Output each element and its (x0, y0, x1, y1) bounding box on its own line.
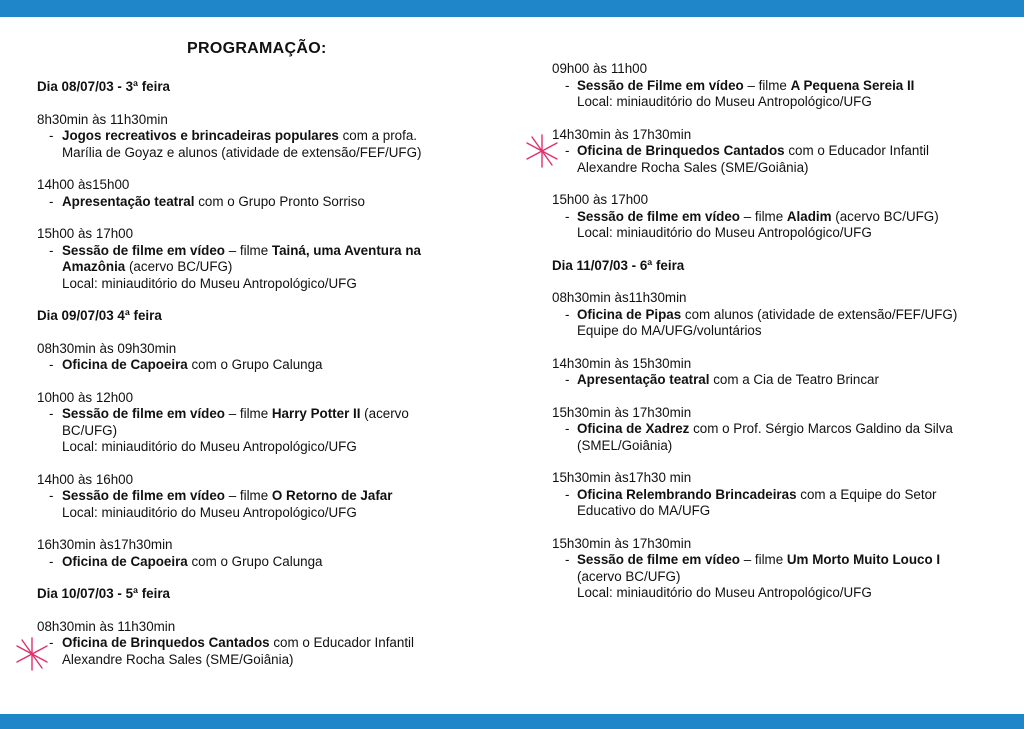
entry-activity (552, 209, 1012, 226)
entry-detail (552, 503, 1012, 520)
activity-text: (acervo BC/UFG) (577, 568, 681, 584)
activity-text: com alunos (atividade de extensão/FEF/UFG) (681, 306, 958, 322)
schedule-entry (552, 192, 1012, 242)
entry-time: 09h00 às 11h00 (552, 61, 648, 76)
page-title: PROGRAMAÇÃO: (187, 40, 327, 57)
entry-time: 14h30min às 15h30min (552, 355, 692, 371)
schedule-entry (37, 112, 507, 162)
activity-text: Local: miniauditório do Museu Antropológico/UFG (62, 439, 357, 454)
activity-text: – filme (743, 77, 791, 93)
entry-activity (37, 488, 507, 505)
dash-bullet: - (49, 406, 54, 421)
schedule-entry (37, 472, 507, 522)
activity-text: com o Educador Infantil (269, 635, 414, 650)
activity-text: Alexandre Rocha Sales (SME/Goiânia) (577, 159, 809, 175)
day-heading: Dia 11/07/03 - 6ª feira (552, 257, 685, 273)
entry-activity (552, 552, 1012, 569)
activity-text: Local: miniauditório do Museu Antropológico/UFG (62, 504, 357, 520)
entry-activity (37, 357, 507, 374)
dash-bullet: - (49, 488, 54, 503)
activity-name: Amazônia (62, 259, 126, 274)
dash-bullet: - (49, 357, 54, 372)
film-title: O Retorno de Jafar (271, 488, 393, 503)
activity-text: com a Cia de Teatro Brincar (709, 372, 879, 387)
activity-text: Marília de Goyaz e alunos (atividade de extensão/FEF/UFG) (62, 144, 422, 160)
activity-text: (acervo BC/UFG) (125, 259, 233, 274)
activity-text: Alexandre Rocha Sales (SME/Goiânia) (62, 651, 294, 667)
entry-activity (37, 554, 507, 571)
entry-time: 15h30min às 17h30min (552, 535, 692, 551)
entry-detail (552, 160, 1012, 177)
dash-bullet: - (49, 128, 54, 143)
entry-detail (552, 438, 1012, 455)
activity-name: Oficina de Pipas (577, 306, 682, 322)
dash-bullet: - (49, 635, 54, 650)
dash-bullet: - (565, 143, 570, 158)
activity-name: Jogos recreativos e brincadeiras populares (62, 128, 339, 143)
activity-text: com o Educador Infantil (784, 143, 929, 158)
activity-name: Sessão de filme em vídeo (577, 208, 740, 224)
activity-text: Local: miniauditório do Museu Antropológico/UFG (577, 585, 872, 600)
entry-time: 14h30min às 17h30min (552, 126, 692, 142)
activity-name: Oficina de Brinquedos Cantados (577, 143, 785, 158)
entry-activity (552, 421, 1012, 438)
schedule-entry (37, 537, 507, 570)
entry-time: 10h00 às 12h00 (37, 389, 134, 405)
schedule-entry (37, 390, 507, 456)
schedule-entry (552, 536, 1012, 602)
entry-activity (552, 78, 1012, 95)
activity-name: Sessão de filme em vídeo (62, 488, 225, 503)
left-column (37, 79, 507, 684)
dash-bullet: - (565, 306, 570, 322)
activity-text: BC/UFG) (62, 422, 118, 438)
activity-name: Sessão de Filme em vídeo (577, 77, 744, 93)
schedule-entry (552, 127, 1012, 177)
dash-bullet: - (565, 421, 570, 436)
film-title: Um Morto Muito Louco I (786, 552, 941, 567)
activity-text: Equipe do MA/UFG/voluntários (577, 323, 762, 338)
day-heading: Dia 08/07/03 - 3ª feira (37, 79, 170, 94)
asterisk-mark-icon (524, 133, 560, 169)
entry-time: 15h30min às 17h30min (552, 404, 692, 420)
activity-text: com o Grupo Pronto Sorriso (194, 193, 365, 209)
dash-bullet: - (565, 208, 570, 224)
activity-name: Sessão de filme em vídeo (577, 552, 740, 567)
activity-text: com o Grupo Calunga (187, 553, 323, 569)
entry-detail (552, 94, 1012, 111)
activity-text: com o Prof. Sérgio Marcos Galdino da Silva (689, 421, 953, 436)
dash-bullet: - (565, 486, 570, 502)
activity-text: Local: miniauditório do Museu Antropológico/UFG (577, 225, 872, 240)
entry-detail (552, 323, 1012, 340)
film-title: Tainá, uma Aventura na (271, 242, 421, 258)
entry-activity (37, 406, 507, 423)
right-column (552, 61, 1012, 618)
asterisk-mark-icon (14, 636, 50, 672)
schedule-entry (37, 177, 507, 210)
entry-activity (552, 372, 1012, 389)
day-heading: Dia 10/07/03 - 5ª feira (37, 586, 170, 601)
activity-name: Oficina de Capoeira (62, 357, 188, 372)
entry-detail (552, 569, 1012, 586)
entry-detail (552, 225, 1012, 242)
activity-name: Sessão de filme em vídeo (62, 242, 225, 258)
schedule-entry (552, 290, 1012, 340)
day-heading: Dia 09/07/03 4ª feira (37, 308, 162, 323)
entry-time: 08h30min às11h30min (552, 290, 687, 305)
entry-time: 15h30min às17h30 min (552, 470, 692, 485)
film-title: Aladim (786, 208, 832, 224)
activity-text: com a Equipe do Setor (796, 486, 937, 502)
entry-activity (37, 243, 507, 260)
activity-text: (acervo (360, 406, 409, 421)
entry-activity (552, 307, 1012, 324)
activity-name: Oficina de Brinquedos Cantados (62, 635, 270, 650)
schedule-entry (37, 226, 507, 292)
entry-time: 14h00 às 16h00 (37, 471, 134, 487)
entry-detail (552, 585, 1012, 602)
entry-time: 08h30min às 11h30min (37, 618, 176, 634)
schedule-entry (552, 356, 1012, 389)
entry-activity (37, 635, 507, 652)
activity-name: Oficina Relembrando Brincadeiras (577, 486, 797, 502)
dash-bullet: - (565, 372, 570, 387)
dash-bullet: - (49, 553, 54, 569)
schedule-entry (552, 470, 1012, 520)
entry-activity (37, 194, 507, 211)
activity-text: (acervo BC/UFG) (831, 208, 939, 224)
entry-activity (37, 128, 507, 145)
dash-bullet: - (49, 193, 54, 209)
activity-text: Educativo do MA/UFG (577, 503, 711, 518)
entry-activity (552, 487, 1012, 504)
entry-detail (37, 505, 507, 522)
activity-text: com a profa. (338, 128, 418, 143)
entry-time: 15h00 às 17h00 (37, 226, 134, 241)
entry-detail (37, 259, 507, 276)
activity-name: Apresentação teatral (62, 193, 195, 209)
schedule-entry (37, 619, 507, 669)
entry-time: 08h30min às 09h30min (37, 340, 177, 356)
dash-bullet: - (565, 77, 570, 93)
activity-text: Local: miniauditório do Museu Antropológico/UFG (62, 275, 357, 291)
activity-text: com o Grupo Calunga (187, 357, 323, 372)
activity-text: – filme (225, 406, 272, 421)
entry-activity (552, 143, 1012, 160)
bottom-blue-band (0, 714, 1024, 729)
entry-time: 16h30min às17h30min (37, 537, 173, 552)
entry-detail (37, 276, 507, 293)
top-blue-band (0, 0, 1024, 17)
entry-time: 15h00 às 17h00 (552, 192, 649, 207)
dash-bullet: - (49, 242, 54, 258)
activity-text: – filme (225, 242, 272, 258)
schedule-entry (552, 405, 1012, 455)
film-title: Harry Potter II (271, 406, 361, 421)
entry-time: 8h30min às 11h30min (37, 111, 168, 127)
activity-text: – filme (740, 552, 787, 567)
activity-text: – filme (740, 208, 787, 224)
activity-name: Apresentação teatral (577, 372, 710, 387)
activity-text: – filme (225, 488, 272, 503)
activity-text: (SMEL/Goiânia) (577, 437, 673, 453)
film-title: A Pequena Sereia II (790, 77, 915, 93)
schedule-entry (37, 341, 507, 374)
entry-time: 14h00 às15h00 (37, 177, 130, 192)
entry-detail (37, 652, 507, 669)
schedule-entry (552, 61, 1012, 111)
activity-name: Oficina de Xadrez (577, 421, 690, 436)
entry-detail (37, 145, 507, 162)
activity-name: Sessão de filme em vídeo (62, 406, 225, 421)
entry-detail (37, 423, 507, 440)
dash-bullet: - (565, 552, 570, 567)
activity-text: Local: miniauditório do Museu Antropológico/UFG (577, 94, 872, 109)
entry-detail (37, 439, 507, 456)
activity-name: Oficina de Capoeira (62, 553, 188, 569)
